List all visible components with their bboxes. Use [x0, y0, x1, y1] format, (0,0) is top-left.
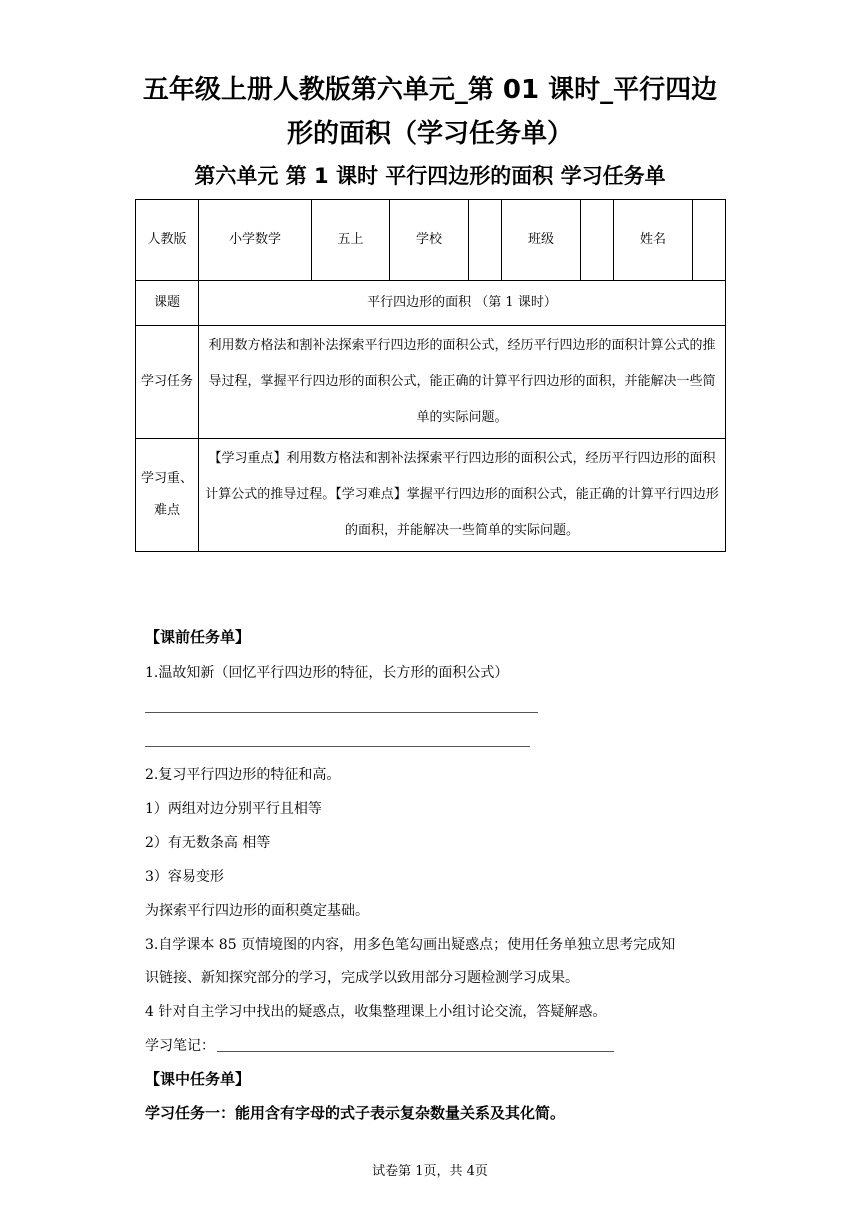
cell-topic-value: 平行四边形的面积 （第 1 课时）: [199, 281, 726, 326]
pre-class-heading: 【课前任务单】: [145, 628, 251, 646]
cell-class-label: 班级: [502, 200, 581, 281]
cell-publisher: 人教版: [136, 200, 199, 281]
cell-subject: 小学数学: [199, 200, 312, 281]
notes-label: 学习笔记：: [145, 1038, 215, 1054]
cell-school-value[interactable]: [469, 200, 502, 281]
cell-key-label: 学习重、难点: [136, 439, 199, 552]
in-class-heading: 【课中任务单】: [145, 1070, 251, 1088]
document-title-line1: 五年级上册人教版第六单元_第 01 课时_平行四边: [142, 75, 718, 105]
pre-item-2: 2.复习平行四边形的特征和高。: [145, 767, 341, 783]
document-title-line2: 形的面积（学习任务单）: [286, 119, 573, 149]
cell-name-value[interactable]: [693, 200, 726, 281]
cell-school-label: 学校: [390, 200, 469, 281]
cell-task-value: 利用数方格法和割补法探索平行四边形的面积公式，经历平行四边形的面积计算公式的推导过程，掌握平行四边形的面积公式，能正确的计算平行四边形的面积，并能解决一些简单的实际问题。: [199, 326, 726, 439]
pre-item-4: 4 针对自主学习中找出的疑惑点，收集整理课上小组讨论交流，答疑解惑。: [145, 1004, 607, 1020]
cell-key-value: 【学习重点】利用数方格法和割补法探索平行四边形的面积公式，经历平行四边形的面积计算公式的推导过程。【学习难点】掌握平行四边形的面积公式，能正确的计算平行四边形的面积，并能解决一些简单的实际问题。: [199, 439, 726, 552]
answer-line-2[interactable]: [145, 746, 530, 747]
in-class-task-1: 学习任务一：能用含有字母的式子表示复杂数量关系及其化简。: [145, 1104, 566, 1122]
notes-answer-line[interactable]: [217, 1051, 614, 1052]
cell-topic-label: 课题: [136, 281, 199, 326]
pre-item-1: 1.温故知新（回忆平行四边形的特征，长方形的面积公式）: [145, 665, 509, 681]
pre-item-3-line2: 识链接、新知探究部分的学习，完成学以致用部分习题检测学习成果。: [145, 970, 579, 986]
cell-grade: 五上: [312, 200, 390, 281]
cell-class-value[interactable]: [581, 200, 614, 281]
pre-item-3-line1: 3.自学课本 85 页情境图的内容，用多色笔勾画出疑惑点；使用任务单独立思考完成知: [145, 937, 676, 953]
cell-name-label: 姓名: [614, 200, 693, 281]
lesson-info-table: [135, 199, 726, 552]
worksheet-subtitle: 第六单元 第 1 课时 平行四边形的面积 学习任务单: [194, 164, 666, 188]
pre-item-2-3: 3）容易变形: [145, 869, 224, 885]
answer-line-1[interactable]: [145, 712, 538, 713]
cell-task-label: 学习任务: [136, 326, 199, 439]
pre-item-2-2: 2）有无数条高 相等: [145, 835, 271, 851]
page-footer: 试卷第 1页，共 4页: [372, 1164, 488, 1179]
pre-item-2-note: 为探索平行四边形的面积奠定基础。: [145, 903, 369, 919]
pre-item-2-1: 1）两组对边分别平行且相等: [145, 801, 322, 817]
